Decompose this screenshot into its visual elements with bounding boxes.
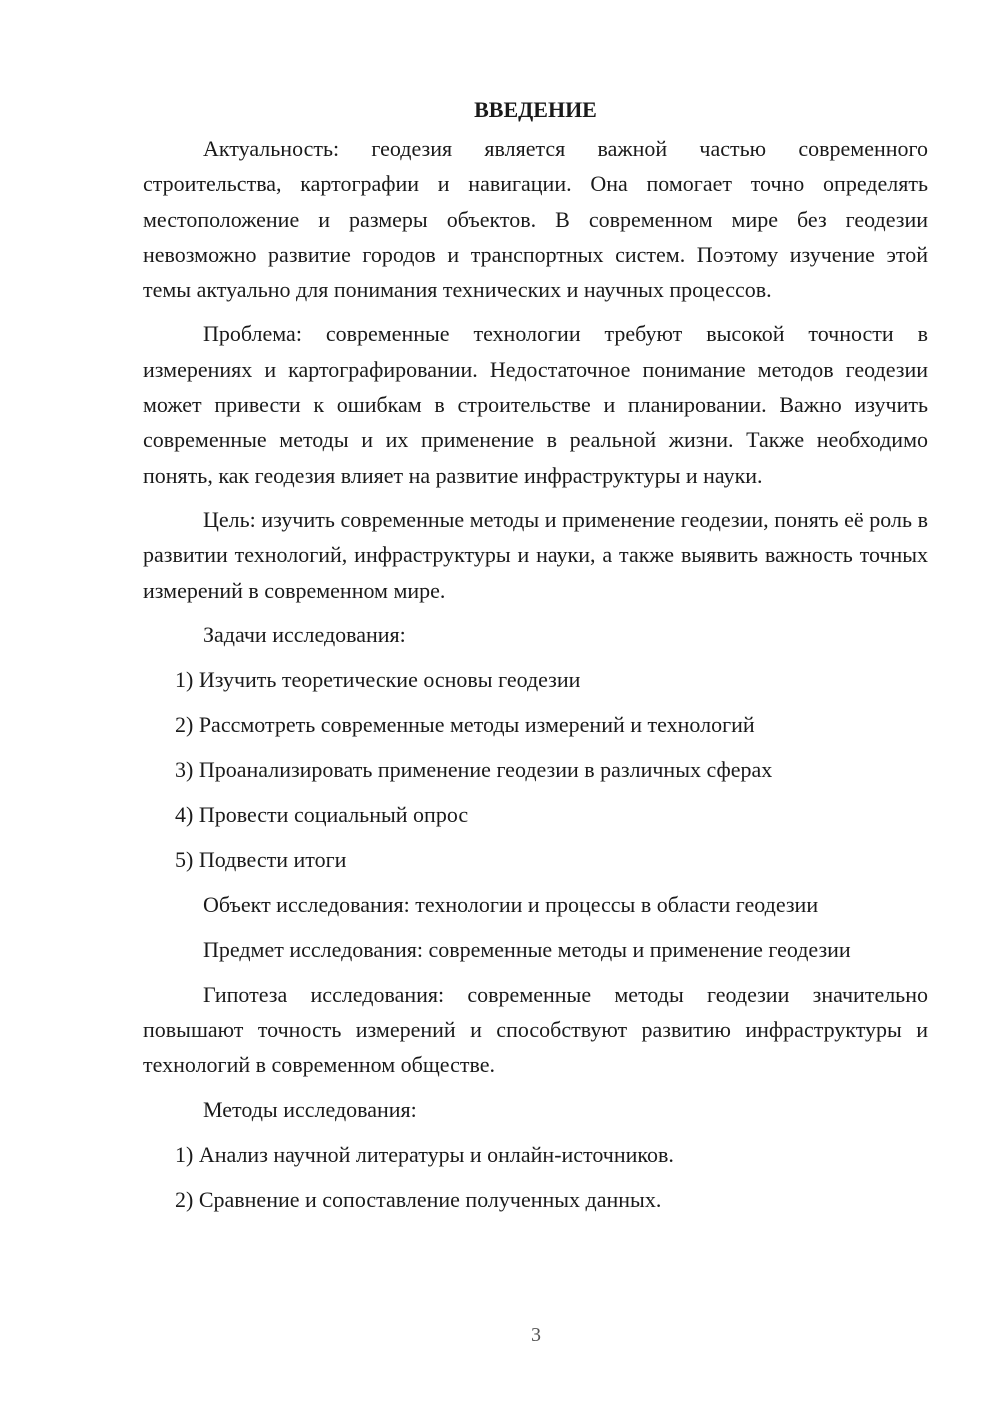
page-title: ВВЕДЕНИЕ — [474, 97, 597, 122]
methods-list — [143, 1137, 928, 1217]
list-item: 2) Рассмотреть современные методы измерений и технологий — [175, 711, 755, 737]
relevance-paragraph: Актуальность: геодезия является важной частью современного строительства, картографии и навигации. Она помогает точно определять местоположение и размеры объектов. В современном мире без геодезии невозможно развитие городов и транспортных систем. Поэтому изучение этой темы актуально для понимания технических и научных процессов. — [143, 136, 928, 303]
list-item: 3) Проанализировать применение геодезии в различных сферах — [175, 756, 773, 782]
methods-label: Методы исследования: — [203, 1096, 417, 1122]
goal-paragraph: Цель: изучить современные методы и применение геодезии, понять её роль в развитии технологий, инфраструктуры и науки, а также выявить важность точных измерений в современном мире. — [143, 506, 928, 603]
list-item: 2) Сравнение и сопоставление полученных данных. — [175, 1186, 662, 1212]
problem-paragraph: Проблема: современные технологии требуют высокой точности в измерениях и картографировании. Недостаточное понимание методов геодезии может привести к ошибкам в строительстве и планировании. Важно изучить современные методы и их применение в реальной жизни. Также необходимо понять, как геодезия влияет на развитие инфраструктуры и науки. — [143, 321, 928, 488]
list-item: 5) Подвести итоги — [175, 846, 347, 872]
hypothesis-paragraph: Гипотеза исследования: современные методы геодезии значительно повышают точность измерений и способствуют развитию инфраструктуры и технологий в современном обществе. — [143, 981, 928, 1078]
document-body — [143, 92, 928, 1227]
research-subject: Предмет исследования: современные методы и применение геодезии — [203, 936, 851, 962]
list-item: 4) Провести социальный опрос — [175, 801, 469, 827]
page-number: 3 — [531, 1324, 541, 1346]
tasks-label: Задачи исследования: — [203, 621, 406, 647]
list-item: 1) Анализ научной литературы и онлайн-источников. — [175, 1141, 674, 1167]
list-item: 1) Изучить теоретические основы геодезии — [175, 666, 581, 692]
tasks-list — [143, 662, 928, 877]
research-object: Объект исследования: технологии и процессы в области геодезии — [203, 891, 819, 917]
